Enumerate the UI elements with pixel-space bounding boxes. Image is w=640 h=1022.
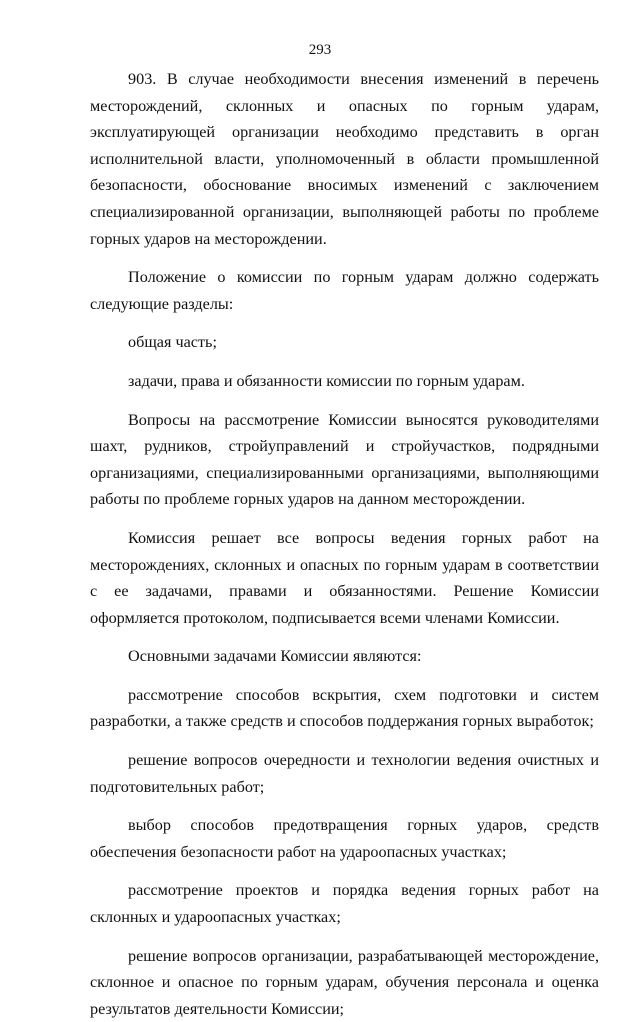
paragraph-questions-submission: Вопросы на рассмотрение Комиссии выносятся руководителями шахт, рудников, стройуправлений и стройучастков, подрядными организациями, специализированными организациями, выполняющими работы по проблеме горных ударов на данном месторождении. xyxy=(90,410,599,509)
paragraph-903: 903. В случае необходимости внесения изменений в перечень месторождений, склонных и опасных по горным ударам, эксплуатирующей организации необходимо представить в орган исполнительной власти, уполномоченный в области промышленной безопасности, обоснование вносимых изменений с заключением специализированной организации, выполняющей работы по проблеме горных ударов на месторождении. xyxy=(90,70,599,248)
task-item-organization-issues: решение вопросов организации, разрабатывающей месторождение, склонное и опасное по горным ударам, обучения персонала и оценка результатов деятельности Комиссии; xyxy=(90,946,599,1018)
paragraph-commission-regulation: Положение о комиссии по горным ударам должно содержать следующие разделы: xyxy=(90,268,599,313)
task-item-work-order: решение вопросов очередности и технологии ведения очистных и подготовительных работ; xyxy=(90,751,599,796)
paragraph-main-tasks-heading: Основными задачами Комиссии являются: xyxy=(128,647,422,666)
list-item-tasks-rights: задачи, права и обязанности комиссии по горным ударам. xyxy=(128,371,525,390)
document-body xyxy=(90,66,599,1022)
task-item-project-review: рассмотрение проектов и порядка ведения горных работ на склонных и удароопасных участках; xyxy=(90,881,599,927)
paragraph-commission-decisions: Комиссия решает все вопросы ведения горных работ на месторождениях, склонных и опасных по горным ударам в соответствии с ее задачами, правами и обязанностями. Решение Комиссии оформляется протоколом, подписывается всеми членами Комиссии. xyxy=(90,528,599,627)
task-item-opening-methods: рассмотрение способов вскрытия, схем подготовки и систем разработки, а также средств и способов поддержания горных выработок; xyxy=(90,685,599,731)
task-item-prevention-methods: выбор способов предотвращения горных ударов, средств обеспечения безопасности работ на удароопасных участках; xyxy=(90,816,599,861)
page-number: 293 xyxy=(308,42,332,58)
list-item-general-part: общая часть; xyxy=(128,333,217,352)
